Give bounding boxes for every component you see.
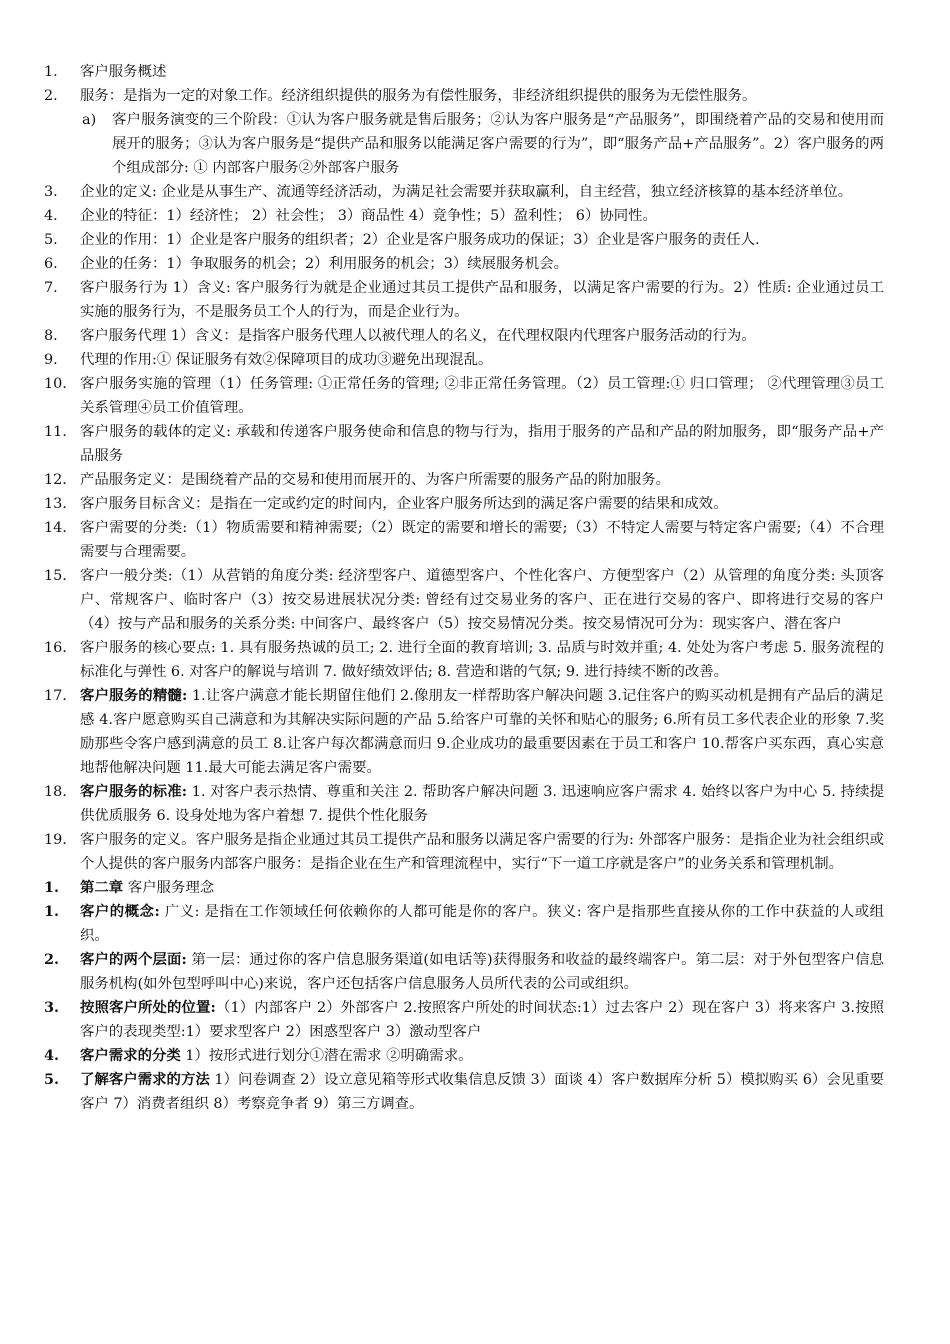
- list-item-text: 1. 对客户表示热情、尊重和关注 2. 帮助客户解决问题 3. 迅速响应客户需求 4. 始终以客户为中心 5. 持续提供优质服务 6. 设身处地为客户着想 7. 提供个性化服务: [80, 784, 884, 824]
- list-item-number: a): [82, 112, 97, 128]
- list-item-number: 9.: [44, 352, 58, 368]
- list-item-number: 3.: [44, 999, 60, 1016]
- list-item-heading: 客户的概念:: [80, 903, 160, 920]
- list-item-text: 客户服务概述: [80, 64, 167, 80]
- list-item-number: 16.: [44, 640, 67, 656]
- list-item-number: 3.: [44, 184, 58, 200]
- list-item-text: 客户需要的分类:（1）物质需要和精神需要;（2）既定的需要和增长的需要;（3）不特定人需要与特定客户需要;（4）不合理需要与合理需要。: [80, 520, 884, 560]
- list-item-number: 4.: [44, 208, 58, 224]
- list-item-text: 客户服务代理 1）含义：是指客户服务代理人以被代理人的名义，在代理权限内代理客户服务活动的行为。: [80, 328, 756, 344]
- list-item: [44, 348, 884, 372]
- list-item-number: 5.: [44, 232, 58, 248]
- list-item-text: 1）问卷调查 2）设立意见箱等形式收集信息反馈 3）面谈 4）客户数据库分析 5）模拟购买 6）会见重要客户 7）消费者组织 8）考察竞争者 9）第三方调查。: [80, 1072, 884, 1112]
- list-item-number: 15.: [44, 568, 67, 584]
- list-item-number: 1.: [44, 903, 60, 920]
- list-item: [44, 876, 884, 900]
- list-item: [44, 1068, 884, 1116]
- list-item-number: 18.: [44, 784, 67, 800]
- list-item-number: 13.: [44, 496, 67, 512]
- list-item-heading: 按照客户所处的位置:: [80, 999, 216, 1016]
- list-item-number: 12.: [44, 472, 67, 488]
- list-item: [44, 204, 884, 228]
- list-item-text: 客户服务实施的管理（1）任务管理: ①正常任务的管理; ②非正常任务管理。（2）员工管理:① 归口管理； ②代理管理③员工关系管理④员工价值管理。: [80, 376, 884, 416]
- list-item-text: 客户服务演变的三个阶段：①认为客户服务就是售后服务；②认为客户服务是“产品服务”，即围绕着产品的交易和使用而展开的服务；③认为客户服务是“提供产品和服务以能满足客户需要的行为”，即“服务产品+产品服务”。2）客户服务的两个组成部分: ① 内部客户服务②外部客户服务: [112, 112, 884, 176]
- list-item: [44, 108, 884, 180]
- list-item-text: 客户服务目标含义：是指在一定或约定的时间内，企业客户服务所达到的满足客户需要的结果和成效。: [80, 496, 728, 512]
- list-item-number: 1.: [44, 64, 58, 80]
- document-body: [44, 60, 884, 1116]
- list-item: [44, 468, 884, 492]
- list-item: [44, 948, 884, 996]
- list-item-number: 2.: [44, 88, 58, 104]
- list-item-text: 1）按形式进行划分①潜在需求 ②明确需求。: [180, 1048, 473, 1064]
- list-item: [44, 492, 884, 516]
- list-item: [44, 900, 884, 948]
- list-item: [44, 636, 884, 684]
- list-item: [44, 276, 884, 324]
- list-item-text: 第一层：通过你的客户信息服务渠道(如电话等)获得服务和收益的最终端客户。第二层：对于外包型客户信息服务机构(如外包型呼叫中心)来说，客户还包括客户信息服务人员所代表的公司或组织。: [80, 952, 884, 992]
- list-item: [44, 564, 884, 636]
- list-item-number: 19.: [44, 832, 67, 848]
- list-item-number: 7.: [44, 280, 58, 296]
- list-item: [44, 84, 884, 108]
- list-item-text: 产品服务定义：是围绕着产品的交易和使用而展开的、为客户所需要的服务产品的附加服务。: [80, 472, 671, 488]
- list-item-number: 6.: [44, 256, 58, 272]
- list-item-text: 客户服务行为 1）含义: 客户服务行为就是企业通过其员工提供产品和服务，以满足客户需要的行为。2）性质: 企业通过员工实施的服务行为，不是服务员工个人的行为，而是企业行为。: [80, 280, 884, 320]
- list-item: [44, 324, 884, 348]
- list-item-number: 2.: [44, 951, 60, 968]
- list-item-heading: 客户服务的标准:: [80, 783, 188, 800]
- list-item: [44, 684, 884, 780]
- list-item-number: 4.: [44, 1047, 60, 1064]
- list-item-number: 11.: [44, 424, 67, 440]
- list-item: [44, 1044, 884, 1068]
- list-item: [44, 780, 884, 828]
- list-item-heading: 第二章: [80, 879, 124, 896]
- list-item: [44, 252, 884, 276]
- list-item: [44, 828, 884, 876]
- list-item-number: 5.: [44, 1071, 60, 1088]
- list-item: [44, 372, 884, 420]
- list-item-text: （1）内部客户 2）外部客户 2.按照客户所处的时间状态:1）过去客户 2）现在客户 3）将来客户 3.按照客户的表现类型:1）要求型客户 2）困惑型客户 3）激动型客户: [80, 1000, 884, 1040]
- list-item-text: 代理的作用:① 保证服务有效②保障项目的成功③避免出现混乱。: [80, 352, 493, 368]
- list-item: [44, 996, 884, 1044]
- list-item-text: 客户服务的核心要点: 1. 具有服务热诚的员工; 2. 进行全面的教育培训; 3. 品质与时效并重; 4. 处处为客户考虑 5. 服务流程的标准化与弹性 6. 对客户的解说与培训 7. 做好绩效评估; 8. 营造和谐的气氛; 9. 进行持续不断的改善。: [80, 640, 884, 680]
- list-item-text: 客户服务的定义。客户服务是指企业通过其员工提供产品和服务以满足客户需要的行为: 外部客户服务：是指企业为社会组织或个人提供的客户服务内部客户服务：是指企业在生产和管理流程中，实行“下一道工序就是客户”的业务关系和管理机制。: [80, 832, 884, 872]
- list-item-heading: 客户需求的分类: [80, 1047, 181, 1064]
- list-item: [44, 516, 884, 564]
- list-item-number: 1.: [44, 879, 60, 896]
- list-item-number: 8.: [44, 328, 58, 344]
- list-item-heading: 了解客户需求的方法: [80, 1071, 210, 1088]
- list-item-text: 客户服务的载体的定义: 承载和传递客户服务使命和信息的物与行为，指用于服务的产品和产品的附加服务，即“服务产品+产品服务: [80, 424, 884, 464]
- list-item-number: 14.: [44, 520, 67, 536]
- list-item: [44, 228, 884, 252]
- list-item: [44, 180, 884, 204]
- list-item-text: 客户一般分类:（1）从营销的角度分类: 经济型客户、道德型客户、个性化客户、方便型客户（2）从管理的角度分类: 头顶客户、常规客户、临时客户（3）按交易进展状况分类: 曾经有过交易业务的客户、正在进行交易的客户、即将进行交易的客户（4）按与产品和服务的关系分类: 中间客户、最终客户（5）按交易情况分类。按交易情况可分为：现实客户、潜在客户: [80, 568, 884, 632]
- list-item-text: 企业的作用：1）企业是客户服务的组织者；2）企业是客户服务成功的保证；3）企业是客户服务的责任人.: [80, 232, 760, 248]
- list-item-heading: 客户服务的精髓:: [80, 687, 188, 704]
- list-item-text: 企业的特征：1）经济性； 2）社会性； 3）商品性 4）竞争性；5）盈利性； 6）协同性。: [80, 208, 657, 224]
- list-item-text: 1.让客户满意才能长期留住他们 2.像朋友一样帮助客户解决问题 3.记住客户的购买动机是拥有产品后的满足感 4.客户愿意购买自己满意和为其解决实际问题的产品 5.给客户可靠的关怀和贴心的服务; 6.所有员工多代表企业的形象 7.奖励那些令客户感到满意的员工 8.让客户每次都满意而归 9.企业成功的最重要因素在于员工和客户 10.帮客户买东西，真心实意地帮他解决问题 11.最大可能去满足客户需要。: [80, 688, 884, 776]
- list-item-number: 10.: [44, 376, 67, 392]
- list-item-text: 服务：是指为一定的对象工作。经济组织提供的服务为有偿性服务，非经济组织提供的服务为无偿性服务。: [80, 88, 757, 104]
- list-item-text: 客户服务理念: [123, 880, 215, 896]
- list-item: [44, 60, 884, 84]
- list-item-number: 17.: [44, 688, 67, 704]
- list-item-text: 企业的任务：1）争取服务的机会；2）利用服务的机会；3）续展服务机会。: [80, 256, 568, 272]
- list-item-text: 企业的定义: 企业是从事生产、流通等经济活动，为满足社会需要并获取赢利，自主经营，独立经济核算的基本经济单位。: [80, 184, 853, 200]
- list-item-text: 广义: 是指在工作领域任何依赖你的人都可能是你的客户。狭义: 客户是指那些直接从你的工作中获益的人或组织。: [80, 904, 884, 944]
- list-item-heading: 客户的两个层面:: [80, 951, 187, 968]
- list-item: [44, 420, 884, 468]
